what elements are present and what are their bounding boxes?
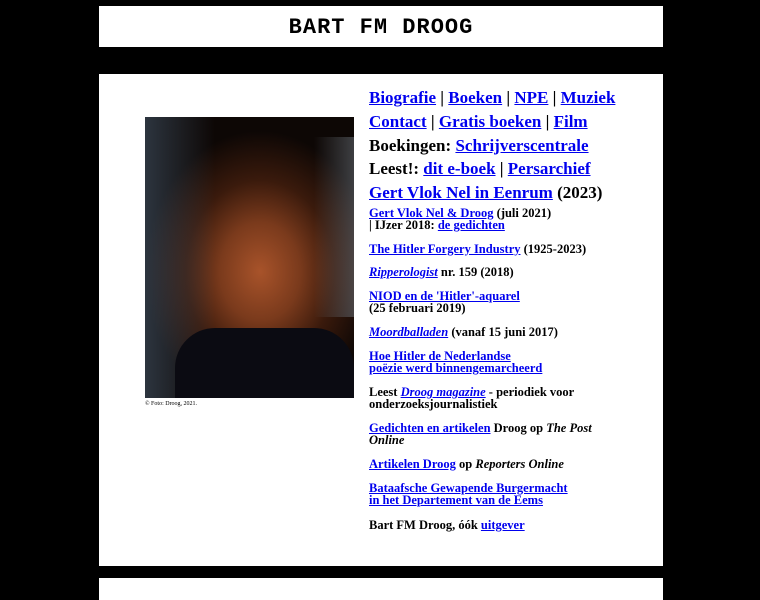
link-gert-vlok-droog[interactable]: Gert Vlok Nel & Droog [369,206,494,220]
photo-shirt [175,328,354,398]
nav-separator: | [430,111,435,131]
nav-link-film[interactable]: Film [553,111,588,131]
list-item-hitler-forgery [369,243,659,255]
nav-separator: | [545,111,550,131]
nav-line-5 [369,181,659,205]
link-moordballaden[interactable]: Moordballaden [369,325,449,339]
list-item-post-online [369,422,659,446]
item-issue: nr. 159 (2018) [440,265,514,279]
list-item-niod [369,290,659,314]
leest-label: Leest!: [369,159,420,179]
item-date: (1925-2023) [523,242,587,256]
header-bar [99,6,663,47]
nav-line-3 [369,134,659,158]
reporters-online-name: Reporters Online [475,457,564,471]
main-content [99,74,663,566]
link-gedichten-en-artikelen[interactable]: Gedichten en artikelen [369,421,491,435]
item-date: (25 februari 2019) [369,301,466,315]
link-ripperologist[interactable]: Ripperologist [369,265,438,279]
list-item-bataafsche [369,482,659,506]
nav-link-contact[interactable]: Contact [369,111,427,131]
link-hoe-hitler-poezie[interactable]: Hoe Hitler de Nederlandse poëzie werd binnengemarcheerd [369,349,543,375]
link-uitgever[interactable]: uitgever [480,518,525,532]
nav-separator: | [440,88,445,107]
boekingen-label: Boekingen: [369,135,452,155]
nav-link-muziek[interactable]: Muziek [560,88,616,107]
nav-link-persarchief[interactable]: Persarchief [507,159,591,179]
list-item-moordballaden [369,326,659,338]
list-item-gert-vlok [369,207,659,231]
nav-link-schrijverscentrale[interactable]: Schrijverscentrale [455,135,589,155]
nav-link-boeken[interactable]: Boeken [448,88,503,107]
main-navigation [369,86,659,205]
item-date: (vanaf 15 juni 2017) [451,325,558,339]
post-online-mid: Droog op [493,421,544,435]
nav-link-dit-eboek[interactable]: dit e-boek [423,159,496,179]
leest-prefix: Leest [369,385,398,399]
photo-background-light-right [314,137,354,317]
list-item-hoe-hitler [369,350,659,374]
site-title: BART FM DROOG [288,15,474,40]
link-niod-hitler-aquarel[interactable]: NIOD en de 'Hitler'-aquarel [369,289,520,303]
link-artikelen-droog[interactable]: Artikelen Droog [369,457,456,471]
link-de-gedichten[interactable]: de gedichten [437,218,505,232]
nav-separator: | [506,88,511,107]
gert-vlok-eenrum-year: (2023) [557,183,603,203]
portrait-photo [145,117,354,398]
post-online-name: The Post [546,421,592,435]
reporters-mid: op [459,457,473,471]
nav-line-2 [369,110,659,134]
nav-link-npe[interactable]: NPE [514,88,549,107]
uitgever-prefix: Bart FM Droog, óók [369,518,478,532]
list-item-droog-magazine [369,386,659,410]
ijzer-label: | IJzer 2018: [369,218,435,232]
list-item-reporters-online [369,458,659,470]
link-droog-magazine[interactable]: Droog magazine [400,385,486,399]
nav-line-4 [369,157,659,181]
post-online-name-2: Online [369,433,405,447]
list-item-uitgever [369,519,659,531]
photo-credit: © Foto: Droog, 2021. [145,401,198,407]
nav-link-gert-vlok-eenrum[interactable]: Gert Vlok Nel in Eenrum [369,183,553,203]
nav-separator: | [499,159,504,179]
nav-separator: | [552,88,557,107]
footer-bar [99,578,663,600]
nav-link-biografie[interactable]: Biografie [369,88,437,107]
link-bataafsche-gewapende-burgermacht[interactable]: Bataafsche Gewapende Burgermacht in het Departement van de Eems [369,481,568,507]
list-item-ripperologist [369,266,659,278]
magazine-desc-2: onderzoeksjournalistiek [369,397,498,411]
item-date: (juli 2021) [496,206,552,220]
nav-line-1 [369,86,659,110]
nav-link-gratis-boeken[interactable]: Gratis boeken [438,111,542,131]
link-hitler-forgery-industry[interactable]: The Hitler Forgery Industry [369,242,521,256]
magazine-desc: - periodiek voor [488,385,575,399]
